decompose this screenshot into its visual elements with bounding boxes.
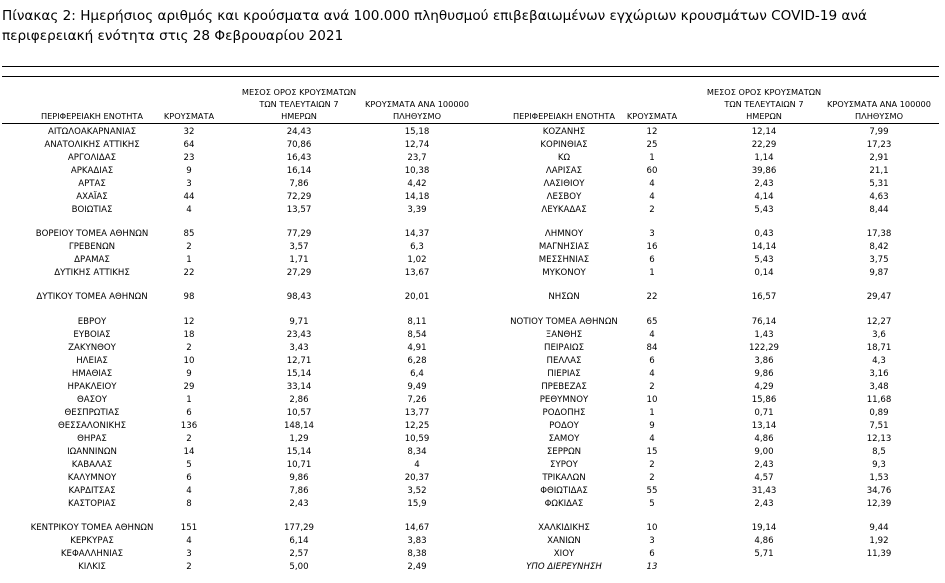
avg7-right: 19,14	[751, 523, 777, 533]
cases-right: 2	[649, 460, 655, 470]
avg7-left: 3,43	[289, 343, 309, 353]
avg7-right: 1,14	[754, 153, 774, 163]
region-left: ΑΧΑΪΑΣ	[76, 192, 108, 202]
region-right: ΡΟΔΟΠΗΣ	[542, 408, 586, 418]
per100k-left: 6,4	[410, 369, 424, 379]
cases-left: 12	[183, 317, 195, 327]
per100k-left: 13,67	[404, 268, 430, 278]
region-left: ΚΑΡΔΙΤΣΑΣ	[68, 486, 116, 496]
cases-left: 2	[186, 562, 192, 572]
cases-left: 10	[183, 356, 195, 366]
per100k-left: 9,49	[407, 382, 427, 392]
region-left: ΕΒΡΟΥ	[77, 317, 107, 327]
avg7-left: 16,14	[286, 166, 312, 176]
region-right: ΜΑΓΝΗΣΙΑΣ	[538, 242, 590, 252]
region-right: ΠΡΕΒΕΖΑΣ	[541, 382, 587, 392]
avg7-right: 0,71	[754, 408, 774, 418]
cases-right: 15	[646, 447, 658, 457]
per100k-left: 4,42	[407, 179, 427, 189]
header-per100k-left-2: ΠΛΗΘΥΣΜΟ	[392, 111, 442, 121]
region-right: ΤΡΙΚΑΛΩΝ	[542, 473, 586, 483]
avg7-right: 5,71	[754, 549, 774, 559]
per100k-right: 21,1	[869, 166, 889, 176]
cases-left: 3	[186, 549, 192, 559]
avg7-right: 31,43	[751, 486, 777, 496]
cases-right: 4	[649, 192, 655, 202]
per100k-right: 1,92	[869, 536, 889, 546]
region-left: ΙΩΑΝΝΙΝΩΝ	[67, 447, 117, 457]
cases-right: 55	[646, 486, 658, 496]
region-right: ΧΑΛΚΙΔΙΚΗΣ	[538, 523, 590, 533]
region-left: ΑΝΑΤΟΛΙΚΗΣ ΑΤΤΙΚΗΣ	[44, 140, 140, 150]
cases-right: 10	[646, 523, 658, 533]
cases-left: 23	[183, 153, 195, 163]
cases-right: 16	[646, 242, 658, 252]
avg7-left: 1,71	[289, 255, 309, 265]
region-right: ΧΑΝΙΩΝ	[547, 536, 581, 546]
per100k-left: 15,18	[404, 127, 430, 137]
avg7-left: 2,43	[289, 499, 309, 509]
per100k-right: 7,99	[869, 127, 889, 137]
avg7-left: 10,71	[286, 460, 312, 470]
region-right: ΛΕΣΒΟΥ	[546, 192, 582, 202]
region-right: ΣΑΜΟΥ	[548, 434, 580, 444]
region-left: ΖΑΚΥΝΘΟΥ	[68, 343, 116, 353]
header-avg-left-1: ΜΕΣΟΣ ΟΡΟΣ ΚΡΟΥΣΜΑΤΩΝ	[241, 87, 357, 97]
per100k-left: 14,67	[404, 523, 430, 533]
avg7-right: 39,86	[751, 166, 777, 176]
table-row	[0, 191, 945, 204]
avg7-left: 9,71	[289, 317, 309, 327]
region-right: ΜΕΣΣΗΝΙΑΣ	[538, 255, 590, 265]
region-right: ΣΕΡΡΩΝ	[546, 447, 582, 457]
per100k-right: 12,39	[866, 499, 892, 509]
region-left: ΗΛΕΙΑΣ	[76, 356, 108, 366]
header-cases-right: ΚΡΟΥΣΜΑΤΑ	[626, 111, 678, 121]
region-right: ΚΟΡΙΝΘΙΑΣ	[540, 140, 588, 150]
region-left: ΑΙΤΩΛΟΑΚΑΡΝΑΝΙΑΣ	[47, 127, 137, 137]
per100k-right: 29,47	[866, 292, 892, 302]
cases-left: 44	[183, 192, 195, 202]
cases-left: 18	[183, 330, 195, 340]
cases-right: 84	[646, 343, 658, 353]
header-bottom-rule	[2, 123, 939, 124]
per100k-left: 4	[414, 460, 420, 470]
header-avg-left-2: ΤΩΝ ΤΕΛΕΥΤΑΙΩΝ 7	[259, 99, 339, 109]
cases-right: 65	[646, 317, 658, 327]
per100k-right: 9,3	[872, 460, 886, 470]
cases-left: 1	[186, 255, 192, 265]
table-row	[0, 381, 945, 394]
avg7-left: 7,86	[289, 486, 309, 496]
per100k-left: 10,38	[404, 166, 430, 176]
cases-right: 4	[649, 330, 655, 340]
per100k-right: 5,31	[869, 179, 889, 189]
table-row	[0, 178, 945, 191]
region-right: ΜΥΚΟΝΟΥ	[542, 268, 586, 278]
avg7-left: 9,86	[289, 473, 309, 483]
cases-right: 6	[649, 549, 655, 559]
avg7-left: 12,71	[286, 356, 312, 366]
region-right: ΛΕΥΚΑΔΑΣ	[541, 205, 587, 215]
avg7-right: 4,57	[754, 473, 774, 483]
header-avg-right-3: ΗΜΕΡΩΝ	[746, 111, 782, 121]
region-left: ΗΡΑΚΛΕΙΟΥ	[67, 382, 117, 392]
per100k-right: 9,87	[869, 268, 889, 278]
avg7-left: 77,29	[286, 229, 312, 239]
avg7-left: 15,14	[286, 369, 312, 379]
per100k-left: 13,77	[404, 408, 430, 418]
table-top-rule	[2, 66, 939, 67]
region-right: ΚΩ	[557, 153, 571, 163]
region-right: ΠΕΛΛΑΣ	[546, 356, 582, 366]
region-left: ΚΙΛΚΙΣ	[78, 562, 106, 572]
table-row	[0, 329, 945, 342]
cases-right: 1	[649, 408, 655, 418]
region-right: ΞΑΝΘΗΣ	[545, 330, 583, 340]
region-left: ΒΟΙΩΤΙΑΣ	[71, 205, 113, 215]
region-left: ΗΜΑΘΙΑΣ	[71, 369, 113, 379]
cases-right: 6	[649, 255, 655, 265]
table-row	[0, 342, 945, 355]
table-row	[0, 204, 945, 217]
table-row	[0, 316, 945, 329]
header-region-right: ΠΕΡΙΦΕΡΕΙΑΚΗ ΕΝΟΤΗΤΑ	[512, 111, 616, 121]
region-right: ΝΟΤΙΟΥ ΤΟΜΕΑ ΑΘΗΝΩΝ	[510, 317, 618, 327]
per100k-right: 3,48	[869, 382, 889, 392]
avg7-left: 148,14	[283, 421, 315, 431]
region-left: ΔΥΤΙΚΟΥ ΤΟΜΕΑ ΑΘΗΝΩΝ	[36, 292, 148, 302]
cases-right: 10	[646, 395, 658, 405]
region-right: ΠΙΕΡΙΑΣ	[547, 369, 581, 379]
cases-right: 4	[649, 369, 655, 379]
avg7-left: 10,57	[286, 408, 312, 418]
avg7-right: 5,43	[754, 205, 774, 215]
avg7-left: 70,86	[286, 140, 312, 150]
avg7-right: 4,29	[754, 382, 774, 392]
per100k-left: 6,28	[407, 356, 427, 366]
avg7-left: 27,29	[286, 268, 312, 278]
header-avg-right-1: ΜΕΣΟΣ ΟΡΟΣ ΚΡΟΥΣΜΑΤΩΝ	[706, 87, 822, 97]
cases-right: 2	[649, 473, 655, 483]
cases-left: 98	[183, 292, 195, 302]
per100k-left: 7,26	[407, 395, 427, 405]
per100k-right: 12,27	[866, 317, 892, 327]
avg7-left: 23,43	[286, 330, 312, 340]
cases-left: 2	[186, 343, 192, 353]
table-row	[0, 241, 945, 254]
cases-right: 2	[649, 205, 655, 215]
per100k-right: 18,71	[866, 343, 892, 353]
avg7-left: 1,29	[289, 434, 309, 444]
region-left: ΑΡΤΑΣ	[78, 179, 106, 189]
per100k-right: 4,63	[869, 192, 889, 202]
per100k-left: 8,34	[407, 447, 427, 457]
avg7-right: 9,00	[754, 447, 774, 457]
region-right: ΠΕΙΡΑΙΩΣ	[543, 343, 585, 353]
cases-right: 2	[649, 382, 655, 392]
region-left: ΕΥΒΟΙΑΣ	[73, 330, 111, 340]
avg7-right: 16,57	[751, 292, 777, 302]
avg7-right: 2,43	[754, 499, 774, 509]
per100k-right: 8,5	[872, 447, 886, 457]
per100k-left: 8,38	[407, 549, 427, 559]
region-left: ΚΕΦΑΛΛΗΝΙΑΣ	[60, 549, 124, 559]
per100k-left: 20,01	[404, 292, 430, 302]
cases-left: 6	[186, 473, 192, 483]
avg7-left: 2,57	[289, 549, 309, 559]
header-per100k-right-2: ΠΛΗΘΥΣΜΟ	[854, 111, 904, 121]
avg7-right: 13,14	[751, 421, 777, 431]
per100k-right: 0,89	[869, 408, 889, 418]
avg7-right: 12,14	[751, 127, 777, 137]
avg7-right: 122,29	[748, 343, 780, 353]
per100k-right: 11,68	[866, 395, 892, 405]
per100k-right: 17,23	[866, 140, 892, 150]
avg7-left: 98,43	[286, 292, 312, 302]
region-left: ΑΡΚΑΔΙΑΣ	[70, 166, 114, 176]
per100k-right: 1,53	[869, 473, 889, 483]
cases-right: 25	[646, 140, 658, 150]
avg7-right: 22,29	[751, 140, 777, 150]
per100k-right: 3,75	[869, 255, 889, 265]
per100k-left: 14,37	[404, 229, 430, 239]
avg7-right: 76,14	[751, 317, 777, 327]
per100k-left: 14,18	[404, 192, 430, 202]
region-left: ΔΥΤΙΚΗΣ ΑΤΤΙΚΗΣ	[54, 268, 130, 278]
per100k-left: 12,25	[404, 421, 430, 431]
region-left: ΘΕΣΠΡΩΤΙΑΣ	[64, 408, 120, 418]
header-avg-right-2: ΤΩΝ ΤΕΛΕΥΤΑΙΩΝ 7	[724, 99, 804, 109]
per100k-right: 17,38	[866, 229, 892, 239]
table-row	[0, 420, 945, 433]
cases-left: 4	[186, 536, 192, 546]
per100k-right: 4,3	[872, 356, 886, 366]
header-region-left: ΠΕΡΙΦΕΡΕΙΑΚΗ ΕΝΟΤΗΤΑ	[40, 111, 144, 121]
table-row	[0, 548, 945, 561]
avg7-left: 5,00	[289, 562, 309, 572]
avg7-left: 177,29	[283, 523, 315, 533]
cases-left: 2	[186, 434, 192, 444]
per100k-left: 3,52	[407, 486, 427, 496]
per100k-left: 12,74	[404, 140, 430, 150]
per100k-left: 6,3	[410, 242, 424, 252]
region-right: ΛΑΣΙΘΙΟΥ	[543, 179, 585, 189]
per100k-left: 8,54	[407, 330, 427, 340]
cases-right: 12	[646, 127, 658, 137]
header-cases-left: ΚΡΟΥΣΜΑΤΑ	[163, 111, 215, 121]
avg7-left: 33,14	[286, 382, 312, 392]
avg7-left: 2,86	[289, 395, 309, 405]
per100k-left: 3,83	[407, 536, 427, 546]
avg7-left: 7,86	[289, 179, 309, 189]
table-row	[0, 291, 945, 304]
region-right: ΥΠΟ ΔΙΕΡΕΥΝΗΣΗ	[526, 562, 602, 572]
table-row	[0, 152, 945, 165]
region-left: ΚΑΛΥΜΝΟΥ	[67, 473, 117, 483]
avg7-right: 0,43	[754, 229, 774, 239]
cases-left: 2	[186, 242, 192, 252]
cases-left: 6	[186, 408, 192, 418]
avg7-right: 2,43	[754, 179, 774, 189]
table-row	[0, 498, 945, 511]
avg7-right: 2,43	[754, 460, 774, 470]
region-right: ΡΕΘΥΜΝΟΥ	[539, 395, 589, 405]
table-row	[0, 446, 945, 459]
region-left: ΑΡΓΟΛΙΔΑΣ	[67, 153, 117, 163]
region-right: ΣΥΡΟΥ	[550, 460, 578, 470]
avg7-left: 13,57	[286, 205, 312, 215]
table-row	[0, 139, 945, 152]
region-right: ΡΟΔΟΥ	[549, 421, 579, 431]
table-row	[0, 561, 945, 574]
header-per100k-right-1: ΚΡΟΥΣΜΑΤΑ ΑΝΑ 100000	[827, 99, 931, 109]
avg7-right: 5,43	[754, 255, 774, 265]
region-right: ΦΘΙΩΤΙΔΑΣ	[540, 486, 588, 496]
per100k-right: 9,44	[869, 523, 889, 533]
per100k-left: 23,7	[407, 153, 427, 163]
table-row	[0, 267, 945, 280]
avg7-right: 4,86	[754, 536, 774, 546]
region-right: ΛΑΡΙΣΑΣ	[545, 166, 583, 176]
cases-right: 3	[649, 536, 655, 546]
per100k-right: 34,76	[866, 486, 892, 496]
avg7-right: 15,86	[751, 395, 777, 405]
table-row	[0, 368, 945, 381]
per100k-right: 2,91	[869, 153, 889, 163]
cases-left: 8	[186, 499, 192, 509]
table-row	[0, 522, 945, 535]
region-left: ΔΡΑΜΑΣ	[74, 255, 110, 265]
avg7-left: 15,14	[286, 447, 312, 457]
cases-left: 1	[186, 395, 192, 405]
cases-left: 29	[183, 382, 195, 392]
table-row	[0, 407, 945, 420]
avg7-right: 4,86	[754, 434, 774, 444]
table-row	[0, 433, 945, 446]
per100k-right: 11,39	[866, 549, 892, 559]
per100k-right: 8,42	[869, 242, 889, 252]
region-left: ΚΕΝΤΡΙΚΟΥ ΤΟΜΕΑ ΑΘΗΝΩΝ	[30, 523, 154, 533]
cases-right: 1	[649, 268, 655, 278]
region-left: ΚΑΒΑΛΑΣ	[71, 460, 113, 470]
cases-left: 9	[186, 369, 192, 379]
per100k-left: 15,9	[407, 499, 427, 509]
avg7-right: 0,14	[754, 268, 774, 278]
per100k-left: 8,11	[407, 317, 427, 327]
region-right: ΚΟΖΑΝΗΣ	[542, 127, 586, 137]
table-row	[0, 165, 945, 178]
per100k-right: 3,6	[872, 330, 886, 340]
avg7-left: 72,29	[286, 192, 312, 202]
region-left: ΒΟΡΕΙΟΥ ΤΟΜΕΑ ΑΘΗΝΩΝ	[35, 229, 149, 239]
table-row	[0, 535, 945, 548]
per100k-left: 3,39	[407, 205, 427, 215]
region-right: ΧΙΟΥ	[553, 549, 575, 559]
cases-left: 151	[180, 523, 198, 533]
table-caption: Πίνακας 2: Ημερήσιος αριθμός και κρούσματα ανά 100.000 πληθυσμού επιβεβαιωμένων εγχώριων κρουσμάτων COVID-19 ανά περιφερειακή ενότητα στις 28 Φεβρουαρίου 2021	[2, 8, 867, 44]
cases-right: 4	[649, 434, 655, 444]
cases-right: 3	[649, 229, 655, 239]
cases-left: 5	[186, 460, 192, 470]
cases-right: 6	[649, 356, 655, 366]
cases-right: 4	[649, 179, 655, 189]
per100k-left: 10,59	[404, 434, 430, 444]
avg7-right: 1,43	[754, 330, 774, 340]
per100k-right: 7,51	[869, 421, 889, 431]
per100k-right: 12,13	[866, 434, 892, 444]
cases-right: 60	[646, 166, 658, 176]
cases-left: 136	[180, 421, 198, 431]
cases-right: 22	[646, 292, 658, 302]
per100k-left: 1,02	[407, 255, 427, 265]
table-row	[0, 254, 945, 267]
table-row	[0, 394, 945, 407]
cases-left: 3	[186, 179, 192, 189]
table-row	[0, 472, 945, 485]
avg7-left: 6,14	[289, 536, 309, 546]
region-right: ΝΗΣΩΝ	[548, 292, 580, 302]
table-row	[0, 485, 945, 498]
region-left: ΘΑΣΟΥ	[76, 395, 108, 405]
cases-left: 22	[183, 268, 195, 278]
table-row	[0, 355, 945, 368]
region-left: ΚΑΣΤΟΡΙΑΣ	[68, 499, 116, 509]
region-left: ΚΕΡΚΥΡΑΣ	[70, 536, 114, 546]
region-right: ΦΩΚΙΔΑΣ	[544, 499, 584, 509]
cases-left: 4	[186, 205, 192, 215]
cases-right: 13	[646, 562, 658, 572]
avg7-left: 16,43	[286, 153, 312, 163]
header-per100k-left-1: ΚΡΟΥΣΜΑΤΑ ΑΝΑ 100000	[365, 99, 469, 109]
per100k-left: 2,49	[407, 562, 427, 572]
table-row	[0, 126, 945, 139]
header-avg-left-3: ΗΜΕΡΩΝ	[281, 111, 317, 121]
per100k-right: 8,44	[869, 205, 889, 215]
avg7-right: 14,14	[751, 242, 777, 252]
per100k-left: 4,91	[407, 343, 427, 353]
per100k-left: 20,37	[404, 473, 430, 483]
avg7-right: 4,14	[754, 192, 774, 202]
cases-right: 5	[649, 499, 655, 509]
cases-right: 1	[649, 153, 655, 163]
per100k-right: 3,16	[869, 369, 889, 379]
cases-left: 64	[183, 140, 195, 150]
avg7-left: 24,43	[286, 127, 312, 137]
table-row	[0, 459, 945, 472]
avg7-right: 3,86	[754, 356, 774, 366]
cases-left: 4	[186, 486, 192, 496]
avg7-left: 3,57	[289, 242, 309, 252]
cases-left: 14	[183, 447, 195, 457]
cases-left: 9	[186, 166, 192, 176]
table-header-rule	[2, 76, 939, 77]
cases-left: 32	[183, 127, 195, 137]
region-left: ΘΗΡΑΣ	[77, 434, 107, 444]
cases-right: 9	[649, 421, 655, 431]
region-left: ΓΡΕΒΕΝΩΝ	[68, 242, 116, 252]
avg7-right: 9,86	[754, 369, 774, 379]
region-right: ΛΗΜΝΟΥ	[544, 229, 584, 239]
table-row	[0, 228, 945, 241]
cases-left: 85	[183, 229, 195, 239]
region-left: ΘΕΣΣΑΛΟΝΙΚΗΣ	[57, 421, 127, 431]
